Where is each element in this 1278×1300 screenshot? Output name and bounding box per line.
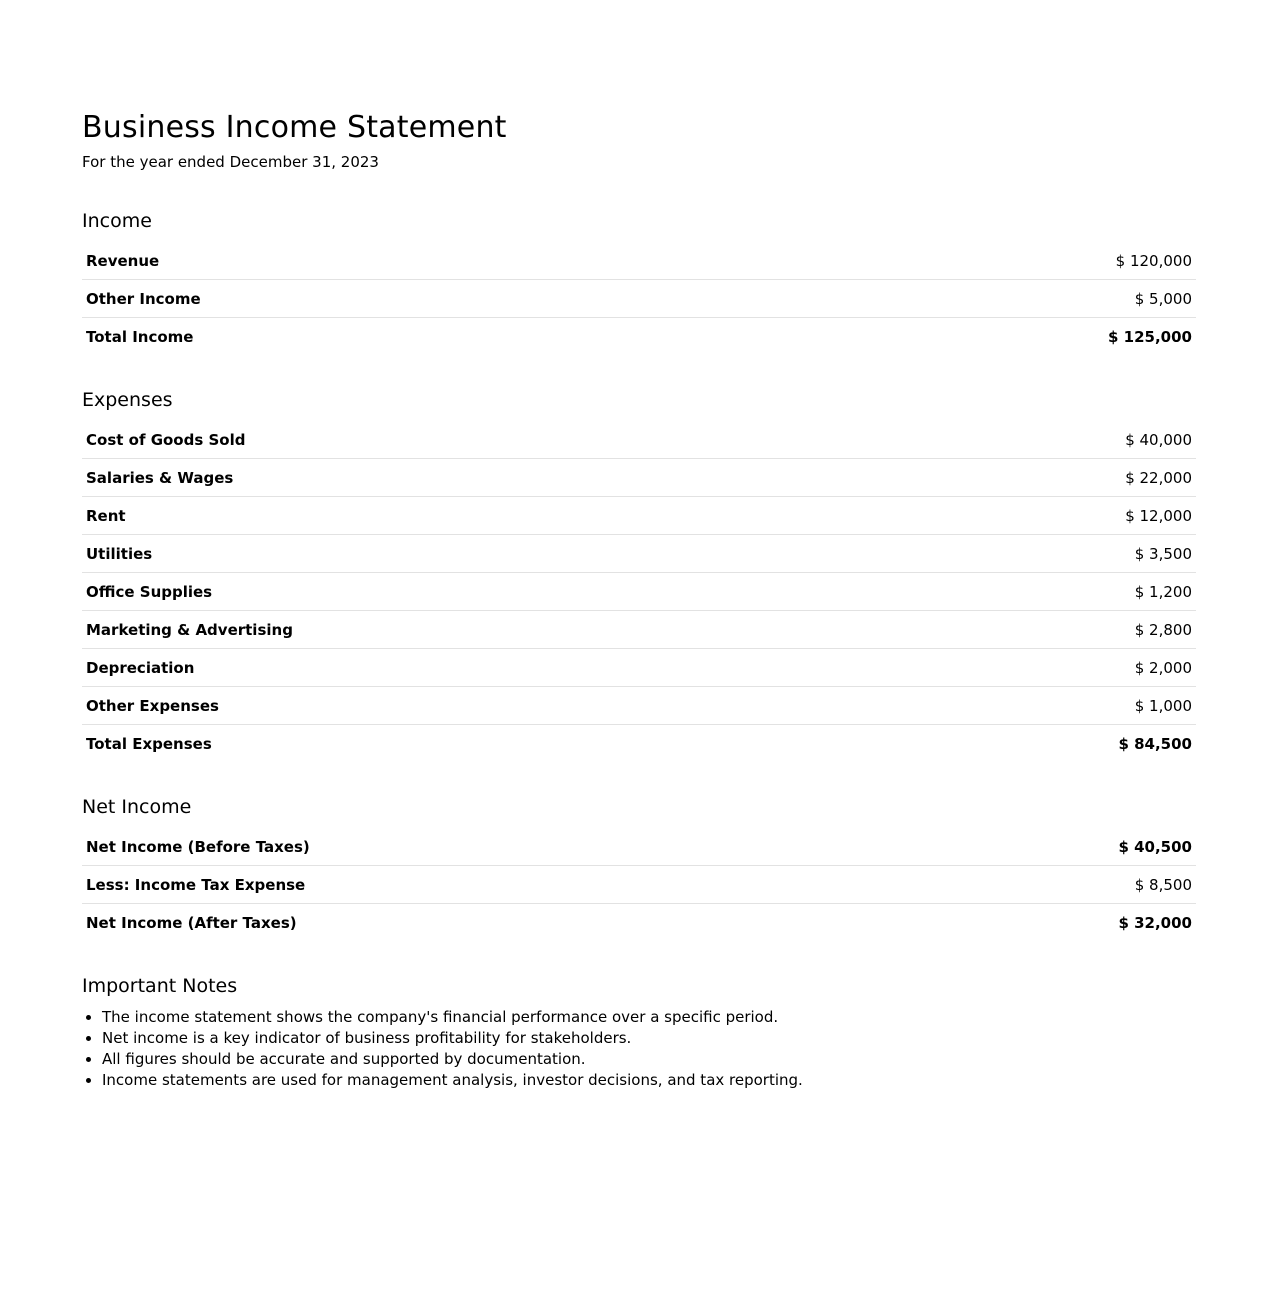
row-amount: $ 12,000: [890, 497, 1196, 535]
table-row: [82, 535, 1196, 573]
table-row: [82, 280, 1196, 318]
row-label: Salaries & Wages: [82, 459, 890, 497]
row-amount: $ 2,000: [890, 649, 1196, 687]
total-row: [82, 725, 1196, 763]
table-row: [82, 649, 1196, 687]
notes-section: [82, 973, 1196, 1091]
table-row: [82, 828, 1196, 866]
net-income-section: [82, 794, 1196, 941]
table-row: [82, 459, 1196, 497]
table-row: [82, 242, 1196, 280]
table-row: [82, 573, 1196, 611]
row-amount: $ 1,200: [890, 573, 1196, 611]
total-amount: $ 84,500: [1118, 734, 1192, 753]
row-label: Net Income (Before Taxes): [82, 828, 906, 866]
row-amount: $ 120,000: [719, 242, 1196, 280]
list-item: • Net income is a key indicator of business profitability for stakeholders.: [102, 1028, 1196, 1049]
row-label: Office Supplies: [82, 573, 890, 611]
total-amount: $ 125,000: [1108, 327, 1192, 346]
expenses-section-title: Expenses: [82, 389, 173, 411]
row-label: Marketing & Advertising: [82, 611, 890, 649]
row-amount: $ 40,000: [890, 421, 1196, 459]
row-label: Other Expenses: [82, 687, 890, 725]
list-item: • The income statement shows the company's financial performance over a specific period.: [102, 1007, 1196, 1028]
income-statement-document: [82, 108, 1196, 1091]
expenses-section: [82, 387, 1196, 762]
total-row: [82, 318, 1196, 356]
row-label: Revenue: [82, 242, 719, 280]
income-table: [82, 242, 1196, 355]
total-label: Total Income: [86, 327, 194, 346]
page-subtitle: For the year ended December 31, 2023: [82, 153, 379, 171]
row-amount: $ 3,500: [890, 535, 1196, 573]
row-amount: $ 1,000: [890, 687, 1196, 725]
table-row: [82, 611, 1196, 649]
row-amount: $ 2,800: [890, 611, 1196, 649]
income-section: [82, 208, 1196, 355]
row-amount: $ 40,500: [906, 828, 1196, 866]
page-title: Business Income Statement: [82, 110, 507, 145]
income-section-title: Income: [82, 210, 152, 232]
total-label: Total Expenses: [86, 734, 212, 753]
net-income-table: [82, 828, 1196, 941]
list-item: • Income statements are used for management analysis, investor decisions, and tax reporting.: [102, 1070, 1196, 1091]
list-item: • All figures should be accurate and supported by documentation.: [102, 1049, 1196, 1070]
row-amount: $ 5,000: [719, 280, 1196, 318]
total-row: [82, 904, 1196, 942]
row-label: Less: Income Tax Expense: [82, 866, 906, 904]
total-label: Net Income (After Taxes): [86, 913, 297, 932]
row-label: Other Income: [82, 280, 719, 318]
total-amount: $ 32,000: [1118, 913, 1192, 932]
row-label: Rent: [82, 497, 890, 535]
row-label: Cost of Goods Sold: [82, 421, 890, 459]
net-income-section-title: Net Income: [82, 796, 192, 818]
table-row: [82, 687, 1196, 725]
table-row: [82, 497, 1196, 535]
notes-list: [82, 1007, 1196, 1091]
row-amount: $ 22,000: [890, 459, 1196, 497]
row-amount: $ 8,500: [906, 866, 1196, 904]
expenses-table: [82, 421, 1196, 762]
row-label: Utilities: [82, 535, 890, 573]
table-row: [82, 421, 1196, 459]
row-label: Depreciation: [82, 649, 890, 687]
notes-section-title: Important Notes: [82, 975, 238, 997]
table-row: [82, 866, 1196, 904]
